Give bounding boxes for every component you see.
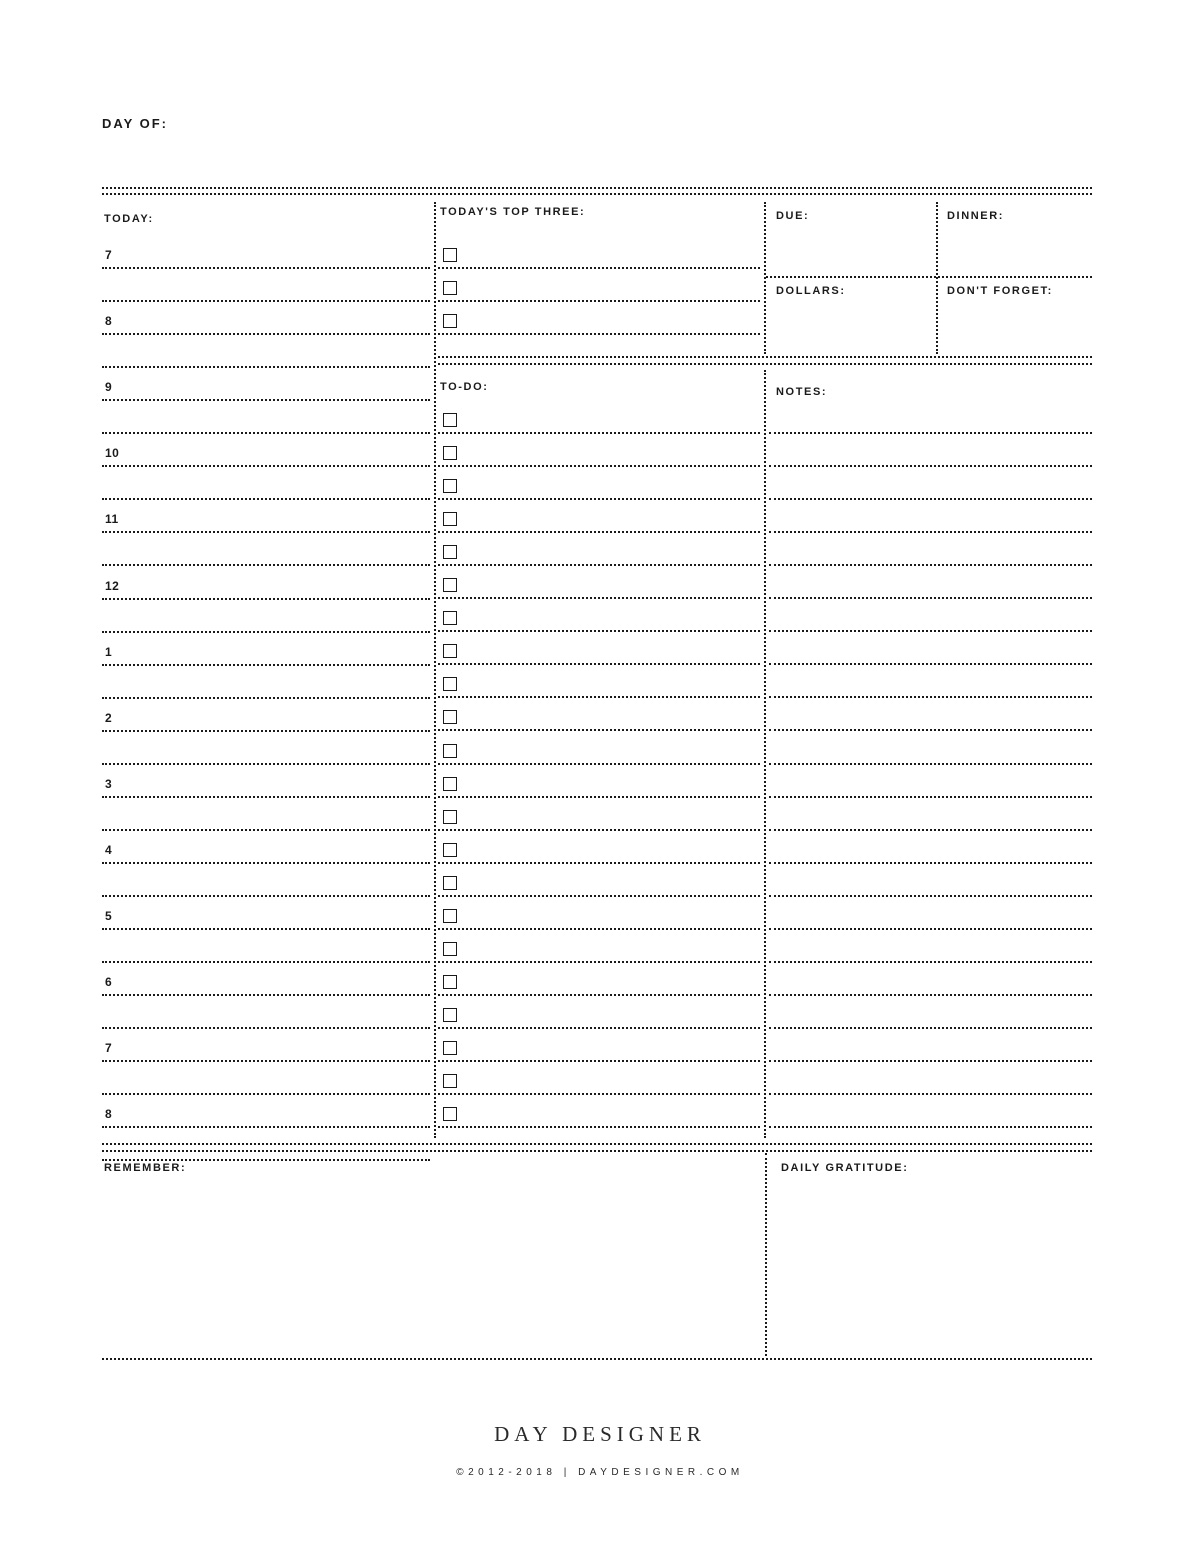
notes-line[interactable] <box>769 796 1092 798</box>
bottom-double-rule-2 <box>102 1150 1092 1152</box>
dinner-label: DINNER: <box>947 210 1005 222</box>
hour-label: 10 <box>105 446 120 460</box>
todo-checkbox[interactable] <box>443 942 457 956</box>
todo-line[interactable] <box>438 862 760 864</box>
todo-checkbox[interactable] <box>443 512 457 526</box>
schedule-line[interactable] <box>102 730 430 732</box>
schedule-line[interactable] <box>102 399 430 401</box>
todo-label: TO-DO: <box>440 381 489 393</box>
notes-line[interactable] <box>769 564 1092 566</box>
schedule-line[interactable] <box>102 928 430 930</box>
schedule-line[interactable] <box>102 1126 430 1128</box>
schedule-line[interactable] <box>102 598 430 600</box>
remember-gratitude-divider <box>765 1153 767 1356</box>
todo-line[interactable] <box>438 630 760 632</box>
notes-line[interactable] <box>769 432 1092 434</box>
notes-line[interactable] <box>769 1126 1092 1128</box>
todo-line[interactable] <box>438 432 760 434</box>
schedule-line[interactable] <box>102 531 430 533</box>
day-of-label: DAY OF: <box>102 116 169 131</box>
todo-line[interactable] <box>438 729 760 731</box>
todo-line[interactable] <box>438 696 760 698</box>
notes-line[interactable] <box>769 630 1092 632</box>
todo-line[interactable] <box>438 1093 760 1095</box>
todo-line[interactable] <box>438 465 760 467</box>
todo-checkbox[interactable] <box>443 446 457 460</box>
todo-checkbox[interactable] <box>443 710 457 724</box>
hour-label: 7 <box>105 248 113 262</box>
schedule-line[interactable] <box>102 432 430 434</box>
schedule-line[interactable] <box>102 763 430 765</box>
hour-label: 6 <box>105 975 113 989</box>
bottom-rule <box>102 1358 1092 1360</box>
todo-line[interactable] <box>438 994 760 996</box>
remember-label: REMEMBER: <box>104 1162 187 1174</box>
notes-line[interactable] <box>769 895 1092 897</box>
daily-gratitude-label: DAILY GRATITUDE: <box>781 1162 909 1174</box>
todo-checkbox[interactable] <box>443 677 457 691</box>
top-double-rule-1 <box>102 187 1092 189</box>
schedule-line[interactable] <box>102 994 430 996</box>
todo-checkbox[interactable] <box>443 909 457 923</box>
todo-line[interactable] <box>438 829 760 831</box>
bottom-double-rule-1 <box>102 1143 1092 1145</box>
todo-checkbox[interactable] <box>443 975 457 989</box>
schedule-line[interactable] <box>102 631 430 633</box>
top-three-line[interactable] <box>438 333 760 335</box>
notes-line[interactable] <box>769 994 1092 996</box>
todo-line[interactable] <box>438 498 760 500</box>
todo-notes-divider <box>764 370 766 1138</box>
top-double-rule-2 <box>102 193 1092 195</box>
notes-line[interactable] <box>769 961 1092 963</box>
due-dinner-divider <box>936 202 938 354</box>
brand-logo: DAY DESIGNER <box>494 1422 706 1446</box>
todo-checkbox[interactable] <box>443 744 457 758</box>
todo-checkbox[interactable] <box>443 1074 457 1088</box>
schedule-line[interactable] <box>102 862 430 864</box>
hour-label: 8 <box>105 1107 113 1121</box>
schedule-line[interactable] <box>102 1093 430 1095</box>
hour-label: 4 <box>105 843 113 857</box>
schedule-line[interactable] <box>102 829 430 831</box>
notes-line[interactable] <box>769 531 1092 533</box>
due-dollars-rule <box>766 276 1092 278</box>
mid-double-rule-2 <box>438 363 1092 365</box>
todo-line[interactable] <box>438 663 760 665</box>
top-three-line[interactable] <box>438 300 760 302</box>
todo-checkbox[interactable] <box>443 578 457 592</box>
hour-label: 9 <box>105 380 113 394</box>
top-three-line[interactable] <box>438 267 760 269</box>
todo-line[interactable] <box>438 531 760 533</box>
hour-label: 12 <box>105 579 120 593</box>
todo-line[interactable] <box>438 597 760 599</box>
notes-line[interactable] <box>769 696 1092 698</box>
todo-line[interactable] <box>438 796 760 798</box>
notes-line[interactable] <box>769 663 1092 665</box>
notes-line[interactable] <box>769 1060 1092 1062</box>
notes-line[interactable] <box>769 763 1092 765</box>
notes-line[interactable] <box>769 597 1092 599</box>
hour-label: 11 <box>105 512 119 526</box>
today-label: TODAY: <box>104 213 154 225</box>
schedule-line[interactable] <box>102 366 430 368</box>
notes-line[interactable] <box>769 498 1092 500</box>
todo-line[interactable] <box>438 763 760 765</box>
todo-checkbox[interactable] <box>443 810 457 824</box>
top-three-checkbox[interactable] <box>443 314 457 328</box>
schedule-line[interactable] <box>102 267 430 269</box>
hour-label: 1 <box>105 645 113 659</box>
todo-checkbox[interactable] <box>443 777 457 791</box>
todo-line[interactable] <box>438 961 760 963</box>
schedule-line[interactable] <box>102 1027 430 1029</box>
due-label: DUE: <box>776 210 810 222</box>
todo-line[interactable] <box>438 564 760 566</box>
dollars-label: DOLLARS: <box>776 285 846 297</box>
todo-line[interactable] <box>438 1060 760 1062</box>
schedule-line[interactable] <box>102 961 430 963</box>
todo-checkbox[interactable] <box>443 479 457 493</box>
todo-checkbox[interactable] <box>443 843 457 857</box>
todo-divider <box>764 202 766 354</box>
dont-forget-label: DON'T FORGET: <box>947 285 1053 297</box>
notes-line[interactable] <box>769 1093 1092 1095</box>
schedule-line[interactable] <box>102 895 430 897</box>
todo-checkbox[interactable] <box>443 545 457 559</box>
schedule-line[interactable] <box>102 1060 430 1062</box>
copyright-text: ©2012-2018 | DAYDESIGNER.COM <box>456 1467 744 1478</box>
notes-label: NOTES: <box>776 386 828 398</box>
notes-line[interactable] <box>769 1027 1092 1029</box>
top-three-checkbox[interactable] <box>443 281 457 295</box>
notes-line[interactable] <box>769 465 1092 467</box>
hour-label: 3 <box>105 777 113 791</box>
todo-checkbox[interactable] <box>443 413 457 427</box>
schedule-line[interactable] <box>102 564 430 566</box>
notes-line[interactable] <box>769 862 1092 864</box>
todo-line[interactable] <box>438 1126 760 1128</box>
hour-label: 7 <box>105 1041 113 1055</box>
todo-checkbox[interactable] <box>443 1107 457 1121</box>
mid-double-rule-1 <box>438 356 1092 358</box>
top-three-checkbox[interactable] <box>443 248 457 262</box>
todo-line[interactable] <box>438 895 760 897</box>
todo-checkbox[interactable] <box>443 1041 457 1055</box>
schedule-divider <box>434 202 436 1138</box>
todo-checkbox[interactable] <box>443 644 457 658</box>
schedule-line[interactable] <box>102 465 430 467</box>
hour-label: 2 <box>105 711 113 725</box>
todo-line[interactable] <box>438 1027 760 1029</box>
notes-line[interactable] <box>769 729 1092 731</box>
schedule-line[interactable] <box>102 1159 430 1161</box>
notes-line[interactable] <box>769 928 1092 930</box>
todo-line[interactable] <box>438 928 760 930</box>
hour-label: 5 <box>105 909 113 923</box>
todo-checkbox[interactable] <box>443 1008 457 1022</box>
schedule-line[interactable] <box>102 697 430 699</box>
hour-label: 8 <box>105 314 113 328</box>
notes-line[interactable] <box>769 829 1092 831</box>
todo-checkbox[interactable] <box>443 876 457 890</box>
schedule-line[interactable] <box>102 664 430 666</box>
todo-checkbox[interactable] <box>443 611 457 625</box>
top-three-label: TODAY'S TOP THREE: <box>440 206 586 218</box>
schedule-line[interactable] <box>102 498 430 500</box>
schedule-line[interactable] <box>102 333 430 335</box>
schedule-line[interactable] <box>102 300 430 302</box>
schedule-line[interactable] <box>102 796 430 798</box>
